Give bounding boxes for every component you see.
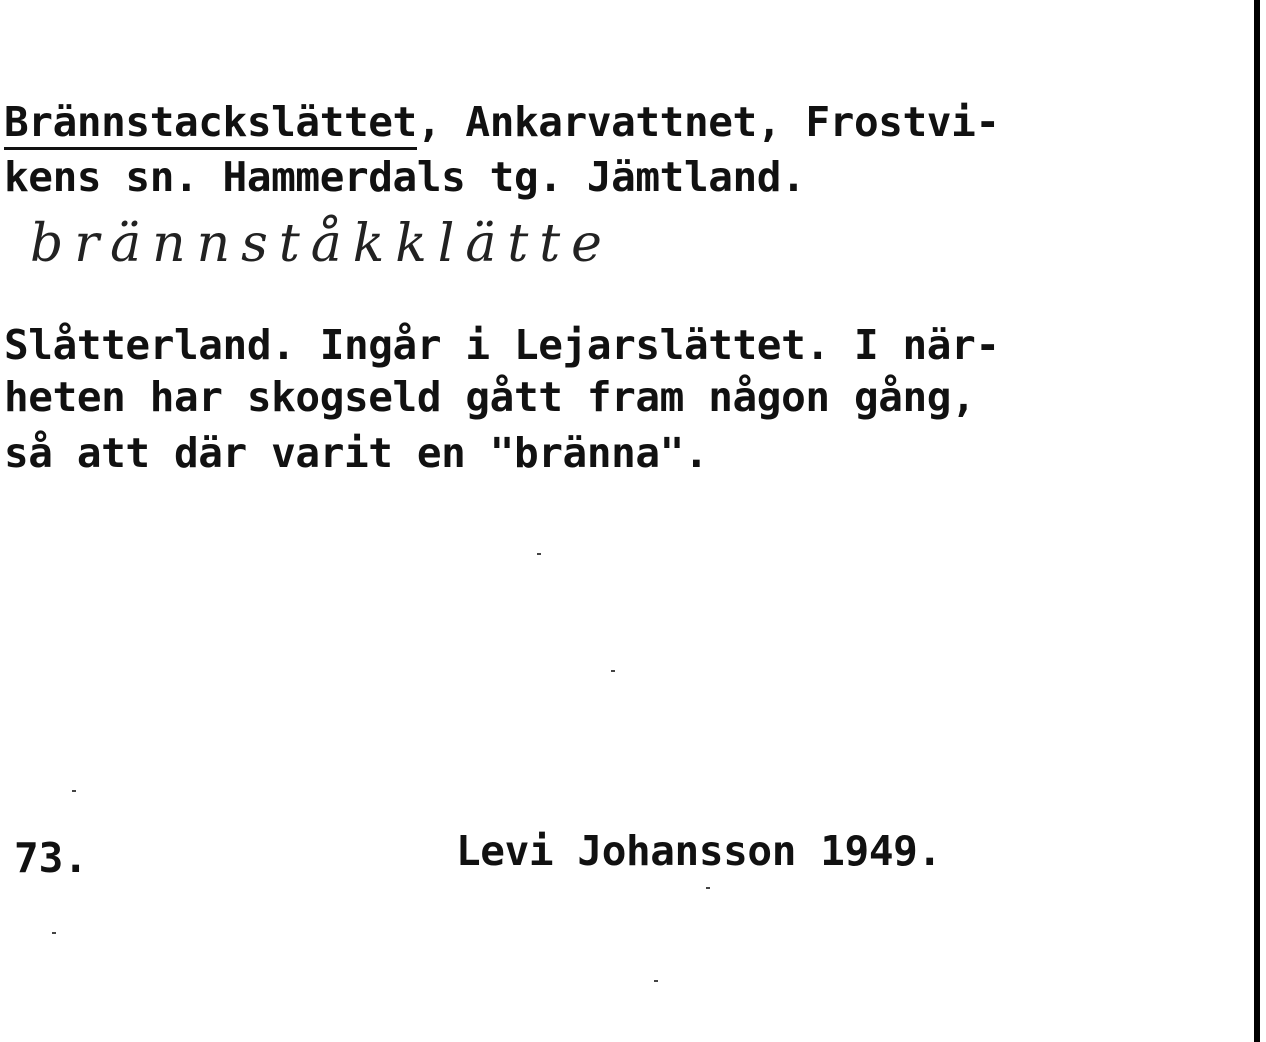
scan-speck (706, 887, 710, 889)
handwritten-pronunciation: brännståkklätte (30, 214, 613, 274)
scan-speck (611, 670, 615, 672)
heading-line-1 (4, 97, 1000, 147)
signature-line: Levi Johansson 1949. (456, 827, 942, 875)
scan-speck (52, 932, 56, 934)
card-edge-line (1254, 0, 1260, 1042)
location-text: , Ankarvattnet, Frostvi- (416, 98, 1000, 146)
card-number: 73. (14, 834, 89, 882)
description-line-1: Slåtterland. Ingår i Lejarslättet. I när- (4, 321, 1000, 369)
headword: Brännstackslättet (4, 98, 417, 150)
scan-speck (537, 553, 541, 555)
description-line-2: heten har skogseld gått fram någon gång, (4, 373, 976, 421)
scan-speck (654, 980, 658, 982)
scan-speck (72, 790, 76, 792)
description-line-3: så att där varit en "bränna". (4, 429, 709, 477)
heading-line-2: kens sn. Hammerdals tg. Jämtland. (4, 153, 806, 201)
